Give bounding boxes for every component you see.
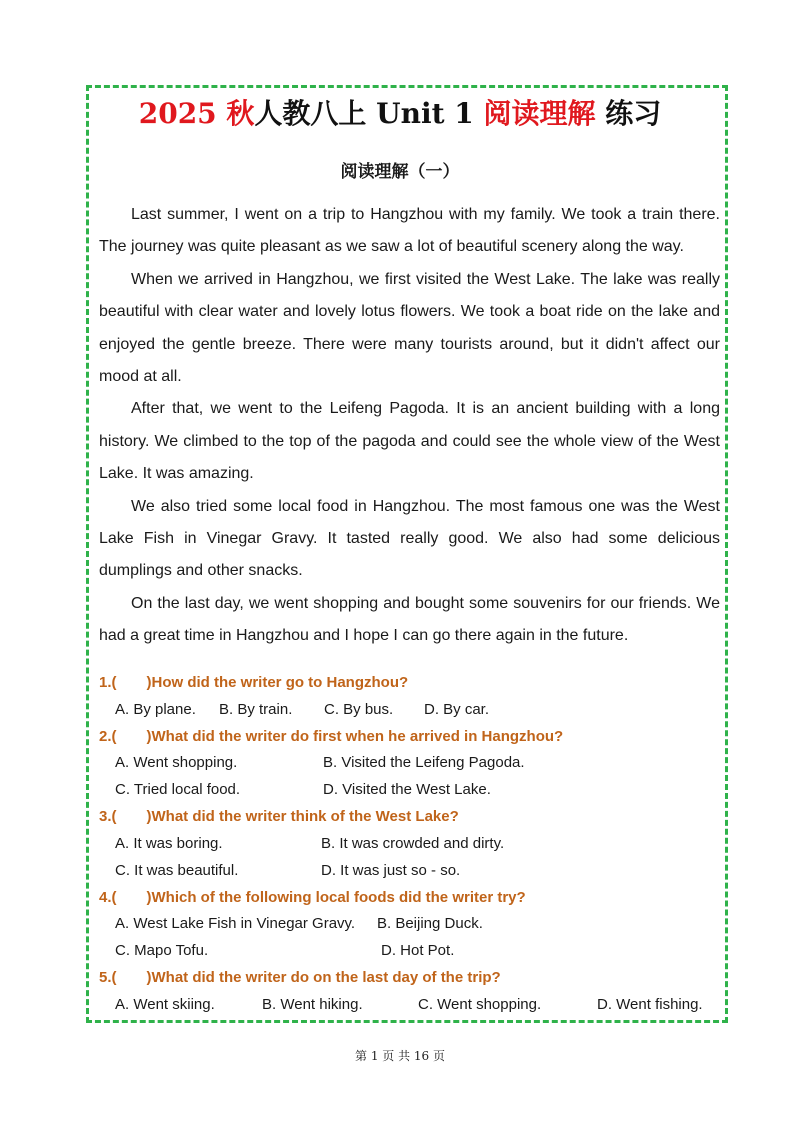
- question-number: 1.(: [99, 674, 117, 691]
- question-close-paren: ): [146, 728, 152, 745]
- question-4: [99, 887, 724, 909]
- option-a[interactable]: A. Went skiing.: [115, 996, 215, 1013]
- question-3: [99, 806, 724, 828]
- option-b[interactable]: B. It was crowded and dirty.: [321, 835, 505, 852]
- question-close-paren: ): [146, 674, 152, 691]
- page-title: [0, 96, 800, 132]
- question-text: What did the writer do first when he arrived in Hangzhou?: [151, 728, 564, 745]
- question-5: [99, 967, 724, 989]
- option-d[interactable]: D. Hot Pot.: [381, 942, 455, 959]
- question-2: [99, 726, 724, 748]
- question-number: 4.(: [99, 889, 117, 906]
- option-b[interactable]: B. Visited the Leifeng Pagoda.: [323, 754, 525, 771]
- question-close-paren: ): [146, 889, 152, 906]
- reading-passage: [99, 199, 720, 653]
- title-practice: 练习: [595, 97, 662, 130]
- question-3-options-row-2: [115, 860, 725, 882]
- question-2-options-row-2: [115, 779, 725, 801]
- question-text: What did the writer think of the West Lake?: [151, 808, 459, 825]
- question-3-options-row-1: [115, 833, 725, 855]
- option-d[interactable]: D. Visited the West Lake.: [323, 781, 491, 798]
- question-text: How did the writer go to Hangzhou?: [151, 674, 409, 691]
- question-1-options: [115, 699, 725, 721]
- option-b[interactable]: B. Beijing Duck.: [377, 915, 483, 932]
- option-d[interactable]: D. By car.: [424, 701, 490, 718]
- option-d[interactable]: D. It was just so - so.: [321, 862, 461, 879]
- section-subtitle: 阅读理解（一）: [340, 162, 460, 182]
- question-4-options-row-2: [115, 940, 725, 962]
- title-reading-comprehension: 阅读理解: [483, 97, 596, 130]
- question-close-paren: ): [146, 969, 152, 986]
- option-c[interactable]: C. Mapo Tofu.: [115, 942, 209, 959]
- passage-paragraph: After that, we went to the Leifeng Pagoda. It is an ancient building with a long history. We climbed to the top of the pagoda and could see the whole view of the West Lake. It was amazing.: [99, 400, 720, 483]
- question-text: What did the writer do on the last day of the trip?: [151, 969, 501, 986]
- option-c[interactable]: C. By bus.: [324, 701, 394, 718]
- question-number: 3.(: [99, 808, 117, 825]
- option-b[interactable]: B. By train.: [219, 701, 293, 718]
- option-a[interactable]: A. Went shopping.: [115, 754, 238, 771]
- question-1: [99, 672, 724, 694]
- option-d[interactable]: D. Went fishing.: [597, 996, 703, 1013]
- question-4-options-row-1: [115, 913, 725, 935]
- question-number: 5.(: [99, 969, 117, 986]
- passage-paragraph: We also tried some local food in Hangzhou. The most famous one was the West Lake Fish in Vinegar Gravy. It tasted really good. We also had some delicious dumplings and other snacks.: [99, 497, 720, 580]
- title-textbook-unit: 人教八上 Unit 1: [254, 97, 484, 130]
- question-2-options-row-1: [115, 752, 725, 774]
- passage-paragraph: On the last day, we went shopping and bought some souvenirs for our friends. We had a great time in Hangzhou and I hope I can go there again in the future.: [99, 594, 720, 645]
- question-text: Which of the following local foods did the writer try?: [151, 889, 526, 906]
- option-a[interactable]: A. It was boring.: [115, 835, 223, 852]
- option-b[interactable]: B. Went hiking.: [262, 996, 363, 1013]
- option-a[interactable]: A. By plane.: [115, 701, 196, 718]
- option-a[interactable]: A. West Lake Fish in Vinegar Gravy.: [115, 915, 356, 932]
- option-c[interactable]: C. Tried local food.: [115, 781, 241, 798]
- question-number: 2.(: [99, 728, 117, 745]
- question-close-paren: ): [146, 808, 152, 825]
- title-year-season: 2025 秋: [138, 97, 255, 130]
- question-5-options: [115, 994, 725, 1016]
- passage-paragraph: Last summer, I went on a trip to Hangzhou with my family. We took a train there. The journey was quite pleasant as we saw a lot of beautiful scenery along the way.: [99, 206, 720, 256]
- passage-paragraph: When we arrived in Hangzhou, we first visited the West Lake. The lake was really beautiful with clear water and lovely lotus flowers. We took a boat ride on the lake and enjoyed the gentle breeze. There were many tourists around, but it didn't affect our mood at all.: [99, 270, 720, 386]
- page-number-footer: 第 1 页 共 16 页: [355, 1049, 445, 1063]
- option-c[interactable]: C. Went shopping.: [418, 996, 542, 1013]
- option-c[interactable]: C. It was beautiful.: [115, 862, 239, 879]
